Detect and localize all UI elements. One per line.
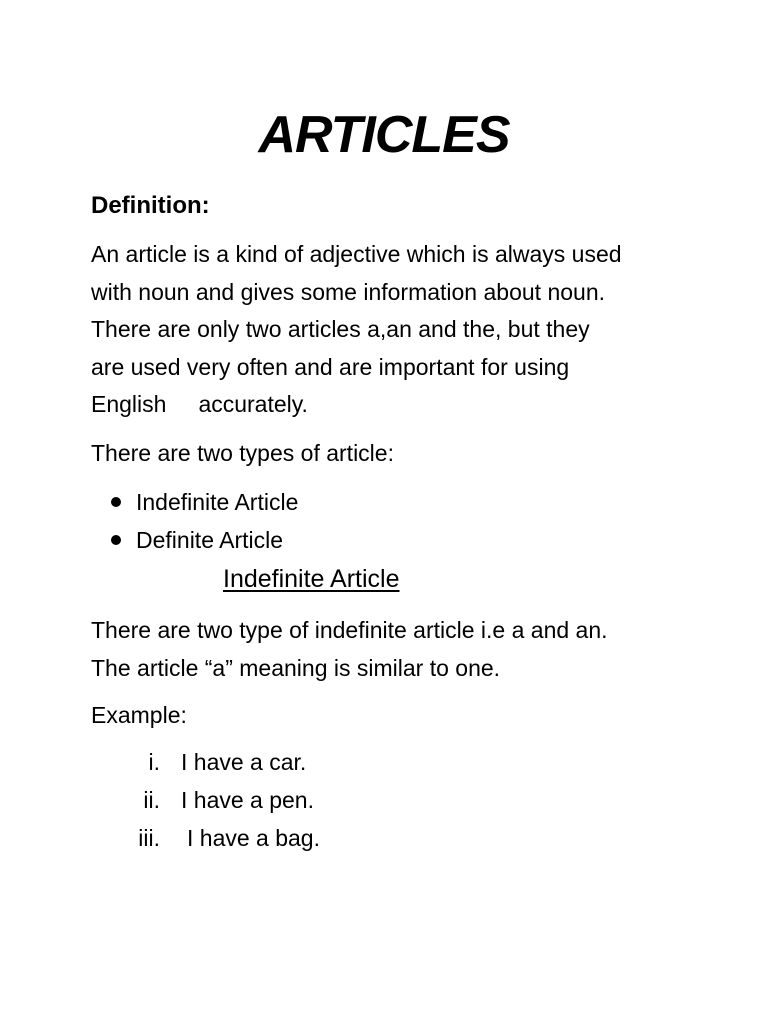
definition-heading: Definition: (91, 192, 210, 219)
definition-word-accurately: accurately. (198, 391, 308, 417)
list-item (120, 819, 320, 857)
definition-paragraph (91, 236, 711, 424)
bullet-icon (111, 497, 121, 507)
list-item (108, 483, 298, 521)
indefinite-line: The article “a” meaning is similar to one. (91, 654, 501, 681)
definition-line: are used very often and are important for using (91, 353, 570, 380)
list-item (108, 521, 298, 559)
definition-line: with noun and gives some information about noun. (91, 278, 605, 305)
list-item-label: Definite Article (136, 527, 284, 553)
definition-line: An article is a kind of adjective which is always used (91, 241, 622, 267)
list-item-label: Indefinite Article (136, 489, 299, 515)
example-number: iii. (138, 825, 160, 851)
example-number: i. (148, 749, 160, 775)
example-text: I have a bag. (187, 825, 320, 851)
indefinite-article-heading: Indefinite Article (223, 565, 400, 593)
example-text: I have a car. (181, 749, 307, 775)
types-intro: There are two types of article: (91, 440, 394, 466)
example-label: Example: (91, 702, 187, 728)
example-number: ii. (143, 787, 160, 813)
indefinite-line: There are two type of indefinite article i.e a and an. (91, 617, 608, 643)
example-text: I have a pen. (181, 787, 314, 813)
definition-word-english: English (91, 391, 167, 417)
types-list (108, 483, 298, 559)
indefinite-paragraph (91, 612, 711, 687)
definition-line-last (91, 386, 711, 424)
definition-line: There are only two articles a,an and the, but they (91, 316, 590, 342)
page-title: ARTICLES (258, 106, 510, 164)
examples-list (120, 743, 320, 857)
list-item (120, 743, 320, 781)
bullet-icon (111, 535, 121, 545)
list-item (120, 781, 320, 819)
